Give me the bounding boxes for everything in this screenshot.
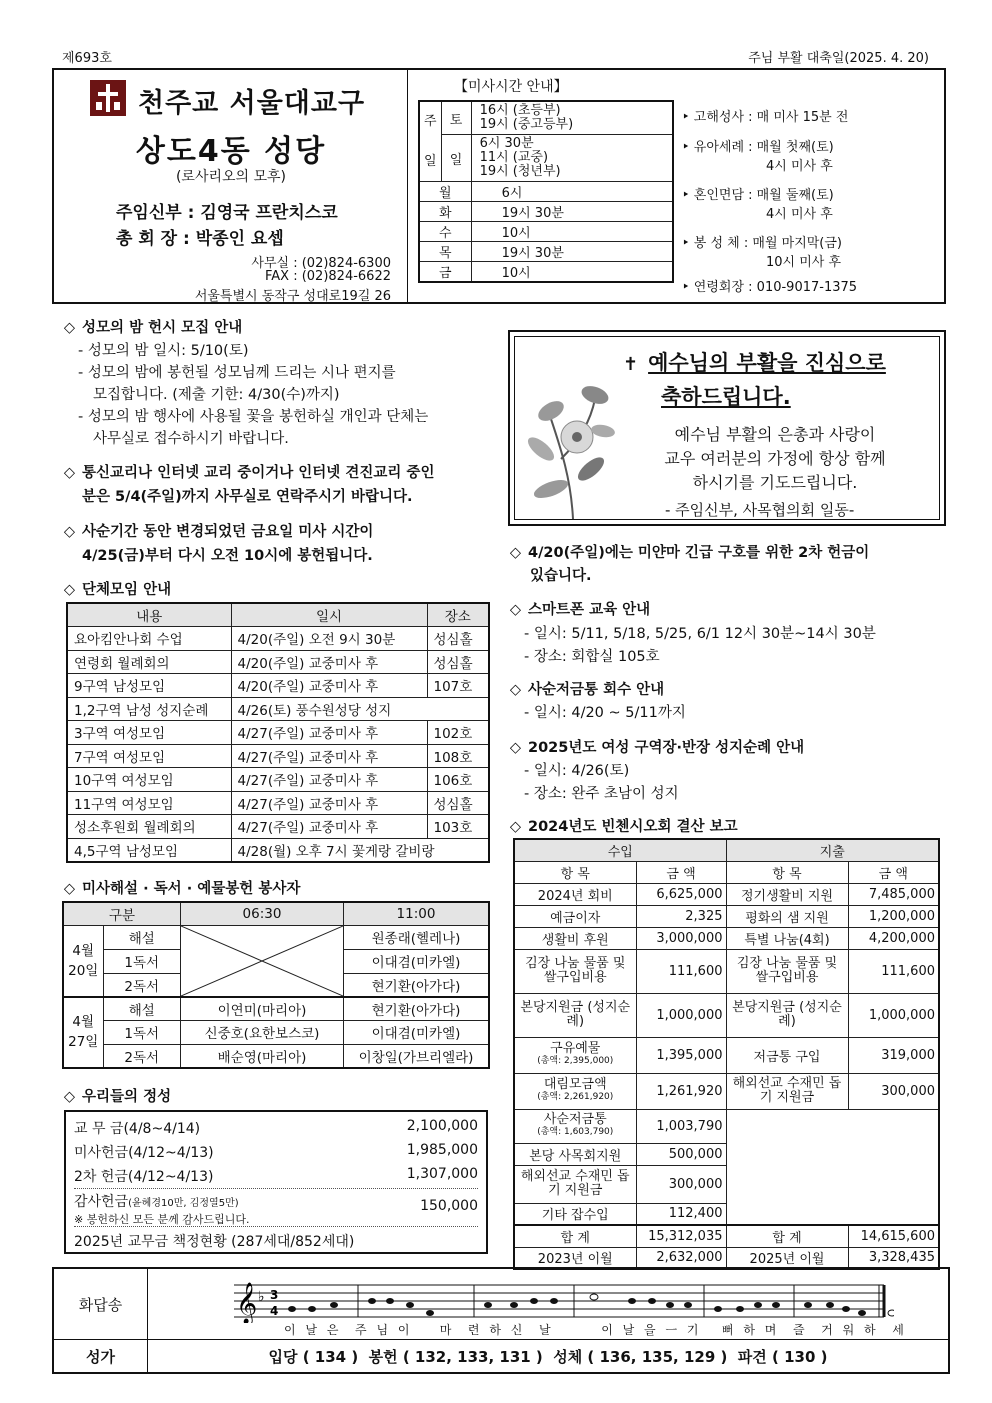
section-title-text: 우리들의 정성 <box>82 1089 172 1105</box>
mass-times <box>471 135 673 182</box>
music-box <box>52 1267 950 1374</box>
info-label: ‣ 연령회장 : 010-9017-1375 <box>682 280 858 295</box>
info-item <box>682 276 857 295</box>
column-header: 장소 <box>427 603 489 627</box>
notice-title-text: 4/20(주일)에는 미얀마 긴급 구호를 위한 2차 헌금이 <box>528 545 870 561</box>
diamond-icon: ◇ <box>509 545 522 561</box>
column-header: 구분 <box>63 902 181 926</box>
cell-main: 사순저금통 <box>543 1112 607 1127</box>
notice-title-text: 스마트폰 교육 안내 <box>528 602 651 618</box>
mass-row <box>419 262 673 283</box>
server-name: 이연미(마리아) <box>181 997 344 1021</box>
diamond-icon: ◇ <box>509 740 522 756</box>
offering-box <box>64 1110 488 1254</box>
offering-row <box>74 1166 478 1186</box>
cell: 4/27(주일) 교중미사 후 <box>231 815 427 839</box>
offering-row <box>74 1118 478 1138</box>
office-phone: 사무실 : (02)824-6300 <box>251 256 391 271</box>
servers-table <box>62 901 490 1069</box>
cell: 10구역 여성모임 <box>67 768 231 792</box>
cell: 300,000 <box>848 1073 939 1109</box>
cell: 1,395,000 <box>636 1037 726 1073</box>
date-cell: 4월 27일 <box>63 997 103 1068</box>
cell: 11구역 여성모임 <box>67 791 231 815</box>
table-row <box>67 674 489 698</box>
svg-text:𝄞: 𝄞 <box>236 1283 258 1323</box>
cell: 15,312,035 <box>636 1225 726 1247</box>
cell: 본당지원금 (성지순례) <box>726 993 848 1037</box>
diamond-icon: ◇ <box>63 320 76 336</box>
mass-time: 10시 <box>471 262 673 283</box>
notice-title-text: 성모의 밤 헌시 모집 안내 <box>82 320 243 336</box>
cell: 4/27(주일) 교중미사 후 <box>231 721 427 745</box>
cell: 본당 사목회지원 <box>514 1143 636 1165</box>
info-label: ‣ 혼인면담 : 매월 둘째(토) <box>682 188 834 203</box>
day-label: 목 <box>419 242 471 262</box>
table-row <box>514 993 939 1037</box>
offering-footer: 2025년 교무금 책정현황 (287세대/852세대) <box>74 1226 478 1251</box>
notice-line: - 성모의 밤 일시: 5/10(토) <box>78 343 249 359</box>
cell: 1,2구역 남성 성지순례 <box>67 697 231 721</box>
cell: 4/27(주일) 교중미사 후 <box>231 744 427 768</box>
mass-row-sun <box>419 135 673 182</box>
cell: 성심홀 <box>427 650 489 674</box>
offering-row <box>74 1188 478 1227</box>
notice-title-text: 2025년도 여성 구역장·반장 성지순례 안내 <box>528 740 805 756</box>
table-row <box>514 949 939 993</box>
info-label: ‣ 봉 성 체 : 매월 마지막(금) <box>682 236 843 251</box>
cell: 6,625,000 <box>636 883 726 905</box>
offering-note: ※ 봉헌하신 모든 분께 감사드립니다. <box>74 1213 250 1226</box>
cell-note: (총액: 2,261,920) <box>537 1092 614 1102</box>
mass-time: 6시 <box>471 182 673 202</box>
cell: 성심홀 <box>427 791 489 815</box>
cell-note: (총액: 1,603,790) <box>537 1127 614 1137</box>
table-row <box>67 838 489 862</box>
cell: 4/28(월) 오후 7시 꽃게랑 갈비랑 <box>231 838 489 862</box>
table-row <box>514 1073 939 1109</box>
notice-line: - 성모의 밤 행사에 사용될 꽃을 봉헌하실 개인과 단체는 <box>78 409 429 425</box>
cell: 4/27(주일) 교중미사 후 <box>231 768 427 792</box>
mass-schedule-table <box>418 100 674 283</box>
day-label: 일 <box>441 135 471 182</box>
music-staff-icon <box>234 1277 894 1323</box>
info-item <box>682 232 842 270</box>
mass-time: 19시 30분 <box>471 242 673 262</box>
mass-row <box>419 182 673 202</box>
cell <box>514 1073 636 1109</box>
column-header: 수입 <box>514 839 726 861</box>
section-title <box>62 1085 171 1106</box>
cell-note: (총액: 2,395,000) <box>537 1056 614 1066</box>
table-header-row <box>514 839 939 861</box>
info-sub: 4시 미사 후 <box>766 207 833 222</box>
parish-name: 상도4동 성당 <box>135 134 327 169</box>
cell: 1,003,790 <box>636 1109 726 1143</box>
cell <box>514 1109 636 1143</box>
table-row <box>63 1044 489 1068</box>
cell: 106호 <box>427 768 489 792</box>
cell: 본당지원금 (성지순례) <box>514 993 636 1037</box>
total-row <box>514 1225 939 1247</box>
mass-row <box>419 222 673 242</box>
cell: 4,5구역 남성모임 <box>67 838 231 862</box>
column-header: 금 액 <box>848 861 939 883</box>
notice-line: - 일시: 4/26(토) <box>524 763 630 779</box>
day-label: 월 <box>419 182 471 202</box>
cell: 4/20(주일) 교중미사 후 <box>231 650 427 674</box>
cell-main: 구유예물 <box>550 1041 601 1056</box>
mass-time: 11시 (교중) <box>479 150 549 165</box>
cell: 저금통 구입 <box>726 1037 848 1073</box>
cell: 300,000 <box>636 1165 726 1203</box>
mass-time: 16시 (초등부) <box>479 103 561 118</box>
hymns-label: 성가 <box>54 1340 148 1372</box>
fax-number: FAX : (02)824-6622 <box>264 269 391 284</box>
notice-title <box>62 520 373 541</box>
notice-line: - 일시: 4/20 ~ 5/11까지 <box>524 705 686 721</box>
parish-info <box>54 70 408 302</box>
notice-title-text: 통신교리나 인터넷 교리 중이거나 인터넷 견진교리 중인 <box>82 465 435 481</box>
diamond-icon: ◇ <box>63 524 76 540</box>
column-header: 11:00 <box>344 902 490 926</box>
cell: 해외선교 수재민 돕기 지원금 <box>514 1165 636 1203</box>
notice-title-text: 사순기간 동안 변경되었던 금요일 미사 시간이 <box>82 524 374 540</box>
table-row <box>67 697 489 721</box>
offering-label: 교 무 금(4/8~4/14) <box>74 1121 201 1137</box>
easter-body <box>615 423 935 495</box>
easter-greeting-box <box>508 330 946 526</box>
role-cell: 1독서 <box>103 949 181 973</box>
cell: 4,200,000 <box>848 927 939 949</box>
notice-line: 4/25(금)부터 다시 오전 10시에 봉헌됩니다. <box>82 548 373 564</box>
cell: 2023년 이월 <box>514 1247 636 1269</box>
role-cell: 해설 <box>103 997 181 1021</box>
easter-title <box>623 347 886 377</box>
diamond-icon: ◇ <box>63 465 76 481</box>
mass-time: 19시 30분 <box>471 202 673 222</box>
easter-title-line: 축하드립니다. <box>661 385 791 409</box>
offering-label: 미사헌금(4/12~4/13) <box>74 1145 214 1161</box>
offering-amount: 2,100,000 <box>406 1118 478 1134</box>
cell: 102호 <box>427 721 489 745</box>
vincent-settlement-table <box>513 838 940 1270</box>
cell: 4/20(주일) 교중미사 후 <box>231 674 427 698</box>
notice-title <box>508 815 738 836</box>
notice-title <box>62 461 434 482</box>
cell: 1,000,000 <box>636 993 726 1037</box>
notice-title <box>508 541 869 562</box>
easter-inner-frame <box>514 336 940 520</box>
info-label: ‣ 유아세례 : 매월 첫째(토) <box>682 140 834 155</box>
server-name: 신중호(요한보스코) <box>181 1021 344 1045</box>
easter-body-line: 하시기를 기도드립니다. <box>692 473 858 492</box>
day-label: 토 <box>441 101 471 135</box>
issue-number: 제693호 <box>62 51 112 66</box>
notice-line: - 장소: 회합실 105호 <box>524 649 660 665</box>
table-row <box>514 905 939 927</box>
address: 서울특별시 동작구 성대로19길 26 <box>194 289 391 304</box>
table-row <box>514 1109 939 1143</box>
info-item <box>682 106 848 125</box>
cell: 2024년 회비 <box>514 883 636 905</box>
table-header-row <box>67 603 489 627</box>
diocese-logo-icon <box>90 80 126 116</box>
table-row <box>63 997 489 1021</box>
cell: 1,200,000 <box>848 905 939 927</box>
column-header: 항 목 <box>514 861 636 883</box>
easter-title-line: 예수님의 부활을 진심으로 <box>648 351 886 375</box>
info-item <box>682 136 834 174</box>
offering-amount: 150,000 <box>420 1198 478 1214</box>
table-row <box>514 883 939 905</box>
cell: 500,000 <box>636 1143 726 1165</box>
cell: 합 계 <box>514 1225 636 1247</box>
column-header: 일시 <box>231 603 427 627</box>
carryover-row <box>514 1247 939 1269</box>
table-row <box>67 650 489 674</box>
info-item <box>682 184 834 222</box>
offering-label: 2차 헌금(4/12~4/13) <box>74 1169 214 1185</box>
offering-amount: 1,307,000 <box>406 1166 478 1182</box>
cell: 108호 <box>427 744 489 768</box>
column-header: 내용 <box>67 603 231 627</box>
section-title-text: 미사해설 · 독서 · 예물봉헌 봉사자 <box>82 881 301 897</box>
table-row <box>67 768 489 792</box>
hymn-numbers: 입당 ( 134 ) 봉헌 ( 132, 133, 131 ) 성체 ( 136, 135, 129 ) 파견 ( 130 ) <box>268 1347 828 1366</box>
cell: 4/26(토) 풍수원성당 성지 <box>231 697 489 721</box>
column-header: 06:30 <box>181 902 344 926</box>
easter-signature: - 주임신부, 사목협의회 일동- <box>665 501 855 519</box>
cell: 2,632,000 <box>636 1247 726 1269</box>
cell: 2025년 이월 <box>726 1247 848 1269</box>
cell: 기타 잡수입 <box>514 1203 636 1225</box>
notice-line: - 일시: 5/11, 5/18, 5/25, 6/1 12시 30분~14시 30분 <box>524 626 876 642</box>
table-row <box>67 791 489 815</box>
diocese-name: 천주교 서울대교구 <box>138 88 366 119</box>
cell: 4/27(주일) 교중미사 후 <box>231 791 427 815</box>
mass-time: 19시 (중고등부) <box>479 117 574 132</box>
server-name: 이대겸(미카엘) <box>344 1021 490 1045</box>
server-name: 현기환(아가다) <box>344 973 490 997</box>
cell: 4/20(주일) 오전 9시 30분 <box>231 627 427 651</box>
easter-body-line: 교우 여러분의 가정에 항상 함께 <box>664 449 886 468</box>
notice-title <box>508 736 804 757</box>
diamond-icon: ◇ <box>509 819 522 835</box>
cell: 예금이자 <box>514 905 636 927</box>
notice-line: - 성모의 밤에 봉헌될 성모님께 드리는 시나 편지를 <box>78 365 396 381</box>
server-name: 이창일(가브리엘라) <box>344 1044 490 1068</box>
date-cell: 4월 20일 <box>63 926 103 998</box>
group-meetings-table <box>66 602 490 863</box>
cell: 김장 나눔 물품 및 쌀구입비용 <box>726 949 848 993</box>
offering-label: 감사헌금 <box>74 1194 129 1210</box>
notice-line: 모집합니다. (제출 기한: 4/30(수)까지) <box>93 387 340 403</box>
day-label: 화 <box>419 202 471 222</box>
role-cell: 해설 <box>103 926 181 950</box>
cell: 합 계 <box>726 1225 848 1247</box>
table-row <box>67 815 489 839</box>
notice-title-text: 사순저금통 회수 안내 <box>528 682 665 698</box>
cell: 요아킴안나회 수업 <box>67 627 231 651</box>
president-name: 총 회 장 : 박종인 요셉 <box>116 229 284 249</box>
flower-illustration-icon <box>521 359 625 519</box>
cell: 연령회 월례회의 <box>67 650 231 674</box>
cell: 1,261,920 <box>636 1073 726 1109</box>
notice-line: 사무실로 접수하시기 바랍니다. <box>93 431 289 447</box>
cell: 정기생활비 지원 <box>726 883 848 905</box>
cell: 해외선교 수재민 돕기 지원금 <box>726 1073 848 1109</box>
table-row <box>67 721 489 745</box>
table-header-row <box>63 902 489 926</box>
role-cell: 2독서 <box>103 1044 181 1068</box>
cell: 14,615,600 <box>848 1225 939 1247</box>
cell <box>514 1037 636 1073</box>
table-row <box>63 1021 489 1045</box>
cell: 107호 <box>427 674 489 698</box>
notice-line: 분은 5/4(주일)까지 사무실로 연락주시기 바랍니다. <box>82 489 413 505</box>
header-box <box>52 68 946 304</box>
section-title-text: 단체모임 안내 <box>82 582 172 598</box>
diamond-icon: ◇ <box>509 682 522 698</box>
section-title <box>62 578 171 599</box>
server-name: 현기환(아가다) <box>344 997 490 1021</box>
cell: 103호 <box>427 815 489 839</box>
info-sub: 10시 미사 후 <box>766 255 842 270</box>
server-name: 배순영(마리아) <box>181 1044 344 1068</box>
notice-line: 있습니다. <box>530 568 592 584</box>
cell: 2,325 <box>636 905 726 927</box>
diamond-icon: ◇ <box>63 881 76 897</box>
day-label: 수 <box>419 222 471 242</box>
info-sub: 4시 미사 후 <box>766 159 833 174</box>
cross-icon: ✝ <box>623 354 639 375</box>
empty-cell-crossed <box>181 926 344 998</box>
cell: 3구역 여성모임 <box>67 721 231 745</box>
day-label: 금 <box>419 262 471 283</box>
table-row <box>67 627 489 651</box>
notice-title <box>62 316 242 337</box>
parish-patron: (로사리오의 모후) <box>175 169 287 185</box>
cell-main: 대림모금액 <box>543 1077 607 1092</box>
svg-text:3: 3 <box>270 1288 279 1302</box>
mass-times <box>471 101 673 135</box>
notice-title-text: 2024년도 빈첸시오회 결산 보고 <box>528 819 738 835</box>
mass-time: 10시 <box>471 222 673 242</box>
cell: 7,485,000 <box>848 883 939 905</box>
cell: 319,000 <box>848 1037 939 1073</box>
pastor-name: 주임신부 : 김영국 프란치스코 <box>116 203 338 223</box>
diamond-icon: ◇ <box>509 602 522 618</box>
server-name: 이대겸(미카엘) <box>344 949 490 973</box>
cell: 성심홀 <box>427 627 489 651</box>
notice-title <box>508 598 650 619</box>
diamond-icon: ◇ <box>63 582 76 598</box>
offering-amount: 1,985,000 <box>406 1142 478 1158</box>
cell: 김장 나눔 물품 및 쌀구입비용 <box>514 949 636 993</box>
role-cell: 1독서 <box>103 1021 181 1045</box>
info-label: ‣ 고해성사 : 매 미사 15분 전 <box>682 110 849 125</box>
psalm-lyrics: 이 날 은 주 님 이 마 련 하 신 날 이 날 을 ㅡ 기 뻐 하 며 즐 거 워 하 세 <box>284 1323 907 1337</box>
mass-row <box>419 242 673 262</box>
cell: 평화의 샘 지원 <box>726 905 848 927</box>
cell: 111,600 <box>848 949 939 993</box>
notice-title <box>508 678 664 699</box>
cell: 1,000,000 <box>848 993 939 1037</box>
cell: 9구역 남성모임 <box>67 674 231 698</box>
column-header: 금 액 <box>636 861 726 883</box>
table-row <box>67 744 489 768</box>
table-row <box>63 926 489 950</box>
section-title <box>62 877 300 898</box>
cell: 성소후원회 월례회의 <box>67 815 231 839</box>
cell: 특별 나눔(4회) <box>726 927 848 949</box>
cell: 3,000,000 <box>636 927 726 949</box>
offering-detail: (윤혜경10만, 김정열5만) <box>128 1198 239 1209</box>
cell: 112,400 <box>636 1203 726 1225</box>
table-header-row <box>514 861 939 883</box>
mass-row-sat <box>419 101 673 135</box>
cell: 생활비 후원 <box>514 927 636 949</box>
svg-text:♭: ♭ <box>258 1289 265 1305</box>
sunday-label: 주 일 <box>419 101 441 182</box>
empty-cell <box>726 1109 939 1225</box>
mass-time: 6시 30분 <box>479 136 534 151</box>
mass-schedule-title: 【미사시간 안내】 <box>454 79 568 95</box>
cell: 3,328,435 <box>848 1247 939 1269</box>
issue-date: 주님 부활 대축일(2025. 4. 20) <box>748 51 929 66</box>
table-row <box>514 1037 939 1073</box>
cell: 7구역 여성모임 <box>67 744 231 768</box>
svg-text:4: 4 <box>270 1304 279 1318</box>
server-name: 원종래(헬레나) <box>344 926 490 950</box>
notice-line: - 장소: 완주 초남이 성지 <box>524 786 679 802</box>
cell: 111,600 <box>636 949 726 993</box>
easter-body-line: 예수님 부활의 은총과 사랑이 <box>674 425 876 444</box>
role-cell: 2독서 <box>103 973 181 997</box>
table-row <box>514 927 939 949</box>
column-header: 항 목 <box>726 861 848 883</box>
mass-time: 19시 (청년부) <box>479 164 561 179</box>
offering-row <box>74 1142 478 1162</box>
psalm-label: 화답송 <box>54 1269 148 1339</box>
mass-row <box>419 202 673 222</box>
diamond-icon: ◇ <box>63 1089 76 1105</box>
column-header: 지출 <box>726 839 939 861</box>
